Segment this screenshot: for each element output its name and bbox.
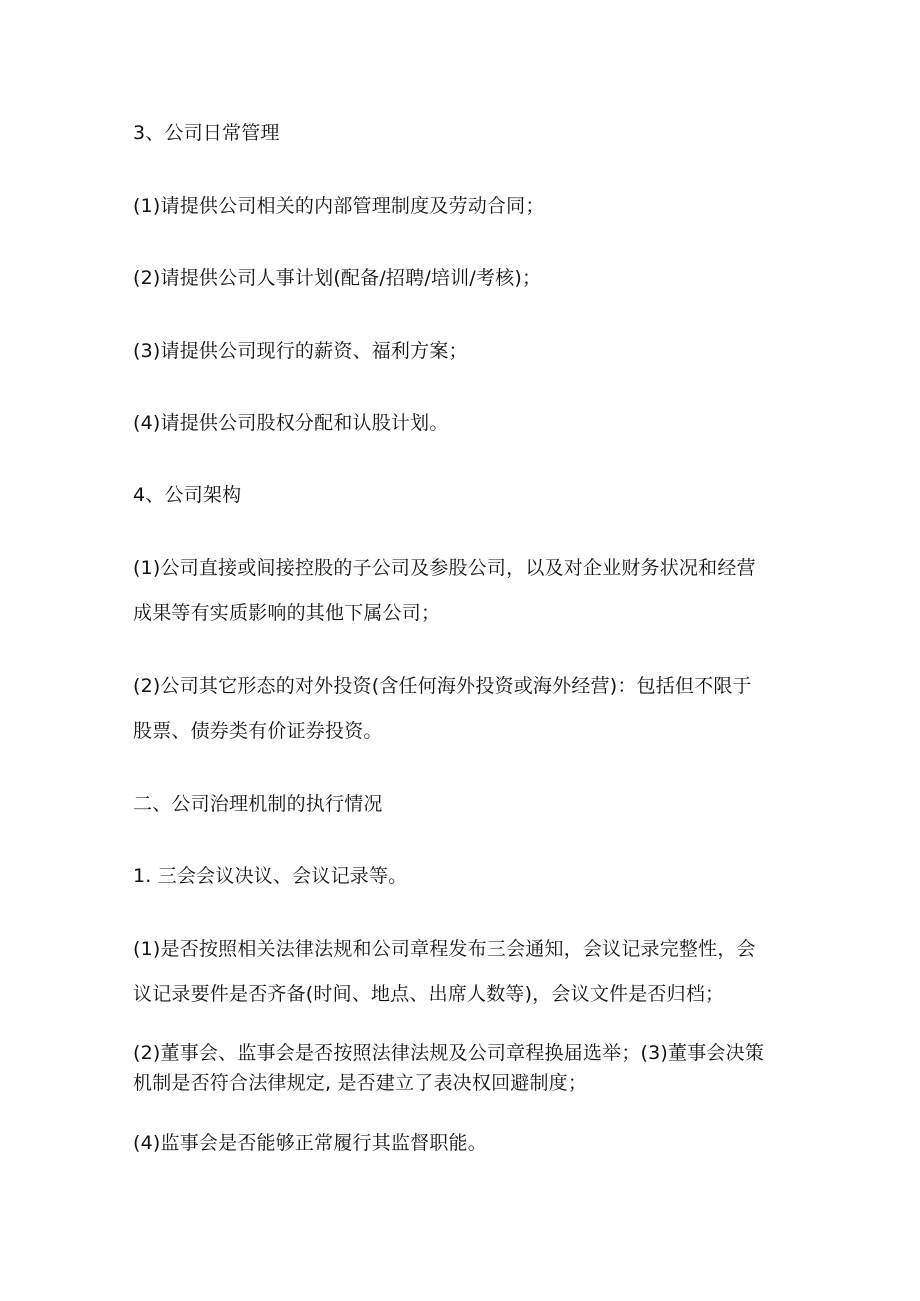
paragraph-line: 股票、债券类有价证券投资。	[133, 720, 383, 742]
section-heading-daily-management: 3、公司日常管理	[133, 122, 280, 144]
subsection-heading-meetings: 1. 三会会议决议、会议记录等。	[133, 865, 408, 887]
paragraph-line: 成果等有实质影响的其他下属公司；	[133, 602, 441, 624]
paragraph-line: (2)董事会、监事会是否按照法律法规及公司章程换届选举；(3)董事会决策	[133, 1042, 765, 1064]
paragraph-line: (2)请提供公司人事计划(配备/招聘/培训/考核)；	[133, 267, 542, 289]
paragraph-line: (4)监事会是否能够正常履行其监督职能。	[133, 1132, 487, 1154]
paragraph-line: 机制是否符合法律规定, 是否建立了表决权回避制度；	[133, 1072, 588, 1094]
section-heading-company-structure: 4、公司架构	[133, 484, 242, 506]
paragraph-line: 议记录要件是否齐备(时间、地点、出席人数等)，会议文件是否归档；	[133, 983, 725, 1005]
paragraph-line: (1)请提供公司相关的内部管理制度及劳动合同；	[133, 195, 545, 217]
section-heading-governance: 二、公司治理机制的执行情况	[133, 793, 383, 815]
paragraph-line: (1)公司直接或间接控股的子公司及参股公司，以及对企业财务状况和经营	[133, 557, 756, 579]
paragraph-line: (1)是否按照相关法律法规和公司章程发布三会通知，会议记录完整性，会	[133, 938, 756, 960]
paragraph-line: (4)请提供公司股权分配和认股计划。	[133, 412, 449, 434]
paragraph-line: (3)请提供公司现行的薪资、福利方案；	[133, 340, 468, 362]
paragraph-line: (2)公司其它形态的对外投资(含任何海外投资或海外经营)：包括但不限于	[133, 675, 752, 697]
